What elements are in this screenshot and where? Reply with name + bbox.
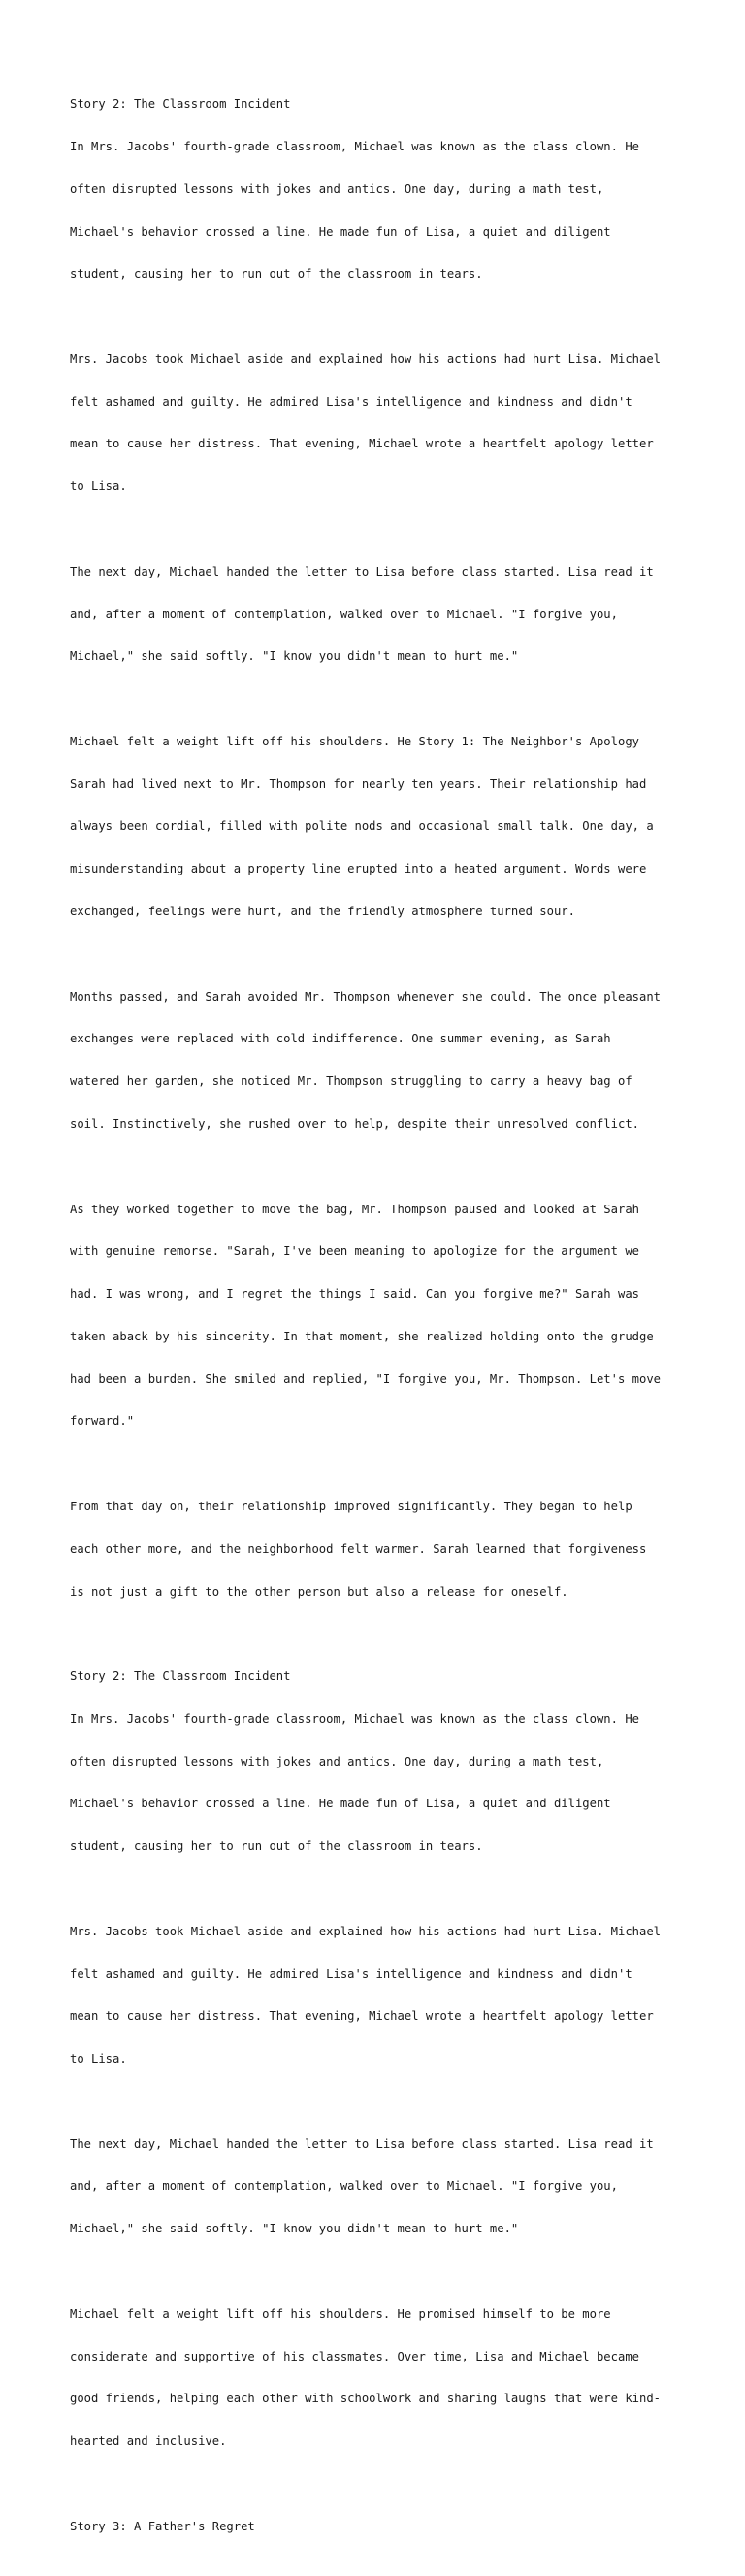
text-line: and, after a moment of contemplation, walked over to Michael. "I forgive you, xyxy=(70,2179,618,2194)
text-line: Michael felt a weight lift off his shoulders. He promised himself to be more xyxy=(70,2306,611,2321)
text-line: Sarah had lived next to Mr. Thompson for nearly ten years. Their relationship had xyxy=(70,776,647,791)
text-line: watered her garden, she noticed Mr. Thompson struggling to carry a heavy bag of xyxy=(70,1074,632,1089)
text-line: felt ashamed and guilty. He admired Lisa's intelligence and kindness and didn't xyxy=(70,1966,632,1981)
text-line: each other more, and the neighborhood felt warmer. Sarah learned that forgiveness xyxy=(70,1541,647,1556)
text-line: exchanges were replaced with cold indifference. One summer evening, as Sarah xyxy=(70,1032,611,1046)
text-line: Michael felt a weight lift off his shoulders. He Story 1: The Neighbor's Apology xyxy=(70,734,639,748)
text-line: good friends, helping each other with schoolwork and sharing laughs that were kind- xyxy=(70,2392,662,2406)
text-line: From that day on, their relationship improved significantly. They began to help xyxy=(70,1499,632,1513)
text-line: Michael's behavior crossed a line. He made fun of Lisa, a quiet and diligent xyxy=(70,224,611,239)
paragraph xyxy=(70,961,691,1159)
paragraph xyxy=(70,1897,691,2095)
text-line: often disrupted lessons with jokes and antics. One day, during a math test, xyxy=(70,1754,604,1768)
text-line: student, causing her to run out of the classroom in tears. xyxy=(70,267,483,281)
text-line: hearted and inclusive. xyxy=(70,2434,227,2449)
text-line: felt ashamed and guilty. He admired Lisa's intelligence and kindness and didn't xyxy=(70,394,632,409)
text-line: with genuine remorse. "Sarah, I've been meaning to apologize for the argument we xyxy=(70,1244,639,1259)
text-line: The next day, Michael handed the letter to Lisa before class started. Lisa read it xyxy=(70,2136,654,2151)
text-line: Mrs. Jacobs took Michael aside and explained how his actions had hurt Lisa. Michael xyxy=(70,1924,662,1938)
text-line: The next day, Michael handed the letter to Lisa before class started. Lisa read it xyxy=(70,564,654,578)
paragraph xyxy=(70,1641,691,1882)
paragraph xyxy=(70,2109,691,2265)
text-line: student, causing her to run out of the classroom in tears. xyxy=(70,1839,483,1854)
text-line: is not just a gift to the other person but also a release for oneself. xyxy=(70,1584,568,1599)
text-line: mean to cause her distress. That evening, Michael wrote a heartfelt apology letter xyxy=(70,437,654,451)
text-line: Michael," she said softly. "I know you didn't mean to hurt me." xyxy=(70,649,519,664)
text-line: Story 3: A Father's Regret xyxy=(70,2519,255,2533)
text-line: to Lisa. xyxy=(70,479,127,494)
text-line: always been cordial, filled with polite nods and occasional small talk. One day, a xyxy=(70,819,654,834)
text-line: Michael," she said softly. "I know you didn't mean to hurt me." xyxy=(70,2222,519,2236)
text-line: had been a burden. She smiled and replied, "I forgive you, Mr. Thompson. Let's move xyxy=(70,1371,662,1386)
text-line: and, after a moment of contemplation, walked over to Michael. "I forgive you, xyxy=(70,607,618,621)
text-line: In Mrs. Jacobs' fourth-grade classroom, Michael was known as the class clown. He xyxy=(70,1711,639,1726)
text-line: often disrupted lessons with jokes and antics. One day, during a math test, xyxy=(70,182,604,196)
text-line: soil. Instinctively, she rushed over to help, despite their unresolved conflict. xyxy=(70,1116,639,1131)
text-line: misunderstanding about a property line erupted into a heated argument. Words were xyxy=(70,862,647,876)
text-line: to Lisa. xyxy=(70,2052,127,2066)
paragraph xyxy=(70,1471,691,1628)
paragraph xyxy=(70,537,691,693)
text-line: Months passed, and Sarah avoided Mr. Thompson whenever she could. The once pleasant xyxy=(70,989,662,1004)
text-line: had. I was wrong, and I regret the things I said. Can you forgive me?" Sarah was xyxy=(70,1287,639,1302)
text-line: Mrs. Jacobs took Michael aside and explained how his actions had hurt Lisa. Michael xyxy=(70,351,662,366)
text-line: exchanged, feelings were hurt, and the friendly atmosphere turned sour. xyxy=(70,905,575,919)
text-line: Michael's behavior crossed a line. He made fun of Lisa, a quiet and diligent xyxy=(70,1797,611,1811)
document-page xyxy=(70,69,691,2576)
paragraph xyxy=(70,69,691,310)
paragraph xyxy=(70,1173,691,1457)
text-line: mean to cause her distress. That evening, Michael wrote a heartfelt apology letter xyxy=(70,2009,654,2024)
text-line: In Mrs. Jacobs' fourth-grade classroom, Michael was known as the class clown. He xyxy=(70,139,639,153)
paragraph xyxy=(70,2492,691,2562)
paragraph xyxy=(70,707,691,947)
paragraph xyxy=(70,2279,691,2477)
text-line: considerate and supportive of his classmates. Over time, Lisa and Michael became xyxy=(70,2349,639,2363)
paragraph xyxy=(70,324,691,522)
text-line: Story 2: The Classroom Incident xyxy=(70,1669,291,1684)
text-line: taken aback by his sincerity. In that moment, she realized holding onto the grudge xyxy=(70,1329,654,1343)
text-line: forward." xyxy=(70,1414,135,1429)
text-line: Story 2: The Classroom Incident xyxy=(70,97,291,112)
text-line: As they worked together to move the bag, Mr. Thompson paused and looked at Sarah xyxy=(70,1202,639,1216)
